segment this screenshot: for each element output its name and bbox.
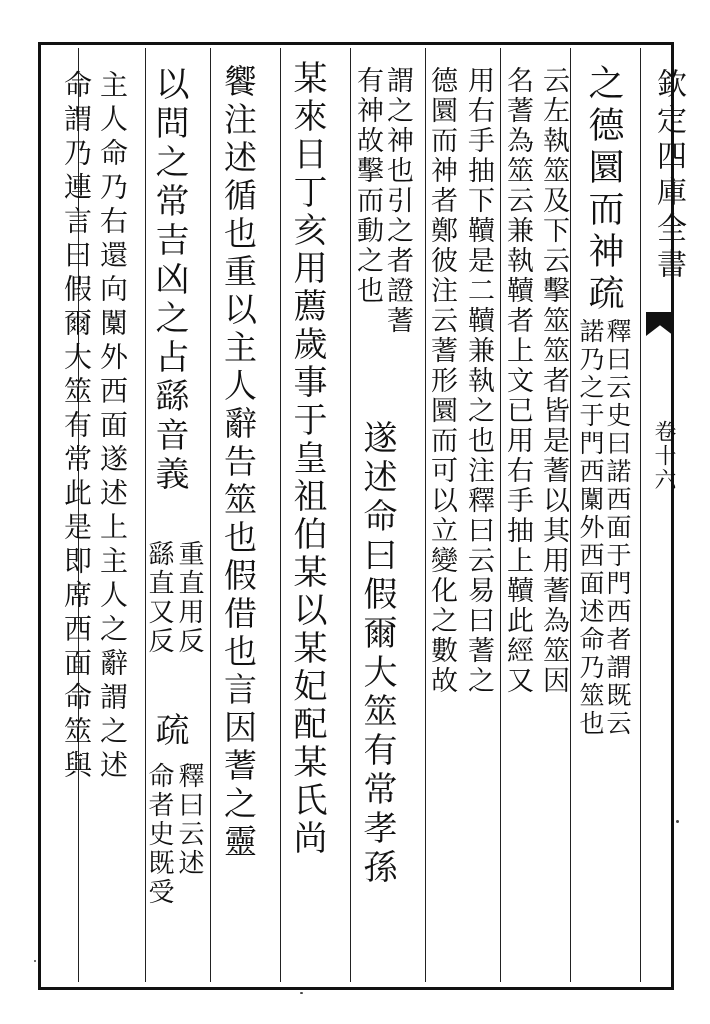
- scan-speck: [676, 820, 679, 823]
- scan-speck: [300, 992, 303, 994]
- juan-number: 卷十六: [651, 420, 676, 492]
- column-rule: [570, 48, 571, 982]
- text-column-10: 主人命乃右還向闑外西面遂述上主人之辭謂之述: [96, 70, 129, 784]
- scan-speck: [34, 960, 36, 962]
- book-title: 欽定四庫全書: [651, 68, 686, 284]
- column-rule: [350, 48, 351, 982]
- text-column-9b-note-b: 命者史既受: [144, 762, 174, 907]
- text-column-9-note-a: 重直用反: [174, 540, 204, 656]
- text-column-11: 命謂乃連言曰假爾大筮有常此是即席西面命筮與: [60, 70, 93, 784]
- column-rule: [500, 48, 501, 982]
- text-column-8: 饗注述循也重以主人辭告筮也假借也言因蓍之靈: [219, 64, 258, 862]
- text-column-1-note-a: 釋曰云史曰諾西面于門西者謂既云: [603, 318, 632, 738]
- text-column-1-note-b: 諾乃之于門西闑外西面述命乃筮也: [576, 318, 605, 738]
- text-column-3: 名蓍為筮云兼執韇者上文已用右手抽上韇此經又: [502, 66, 533, 696]
- column-rule: [210, 48, 211, 982]
- column-rule: [640, 48, 641, 982]
- text-column-6-main: 遂述命曰假爾大筮有常孝孫: [357, 420, 397, 888]
- text-column-9-shu: 疏: [149, 712, 189, 752]
- text-column-7: 某來日丁亥用薦歲事于皇祖伯某以某妃配某氏尚: [287, 60, 327, 858]
- column-rule: [280, 48, 281, 982]
- text-column-9b-note: 繇直又反: [144, 540, 174, 656]
- text-column-5: 德圜而神者鄭彼注云蓍形圜而可以立變化之數故: [426, 66, 457, 696]
- text-column-9-note-b: 釋曰云述: [174, 762, 204, 878]
- text-column-9-main: 以問之常吉凶之占繇音義: [149, 66, 189, 495]
- text-column-2: 云左執筮及下云擊筮筮者皆是蓍以其用蓍為筮因: [538, 66, 569, 696]
- text-column-6-note: 謂之神也引之者證蓍: [382, 66, 413, 336]
- text-column-4: 用右手抽下韇是二韇兼執之也注釋曰云易曰蓍之: [463, 66, 494, 696]
- text-column-6b-note: 有神故擊而動之也: [352, 66, 383, 306]
- text-column-1: 之德圜而神疏: [583, 64, 624, 316]
